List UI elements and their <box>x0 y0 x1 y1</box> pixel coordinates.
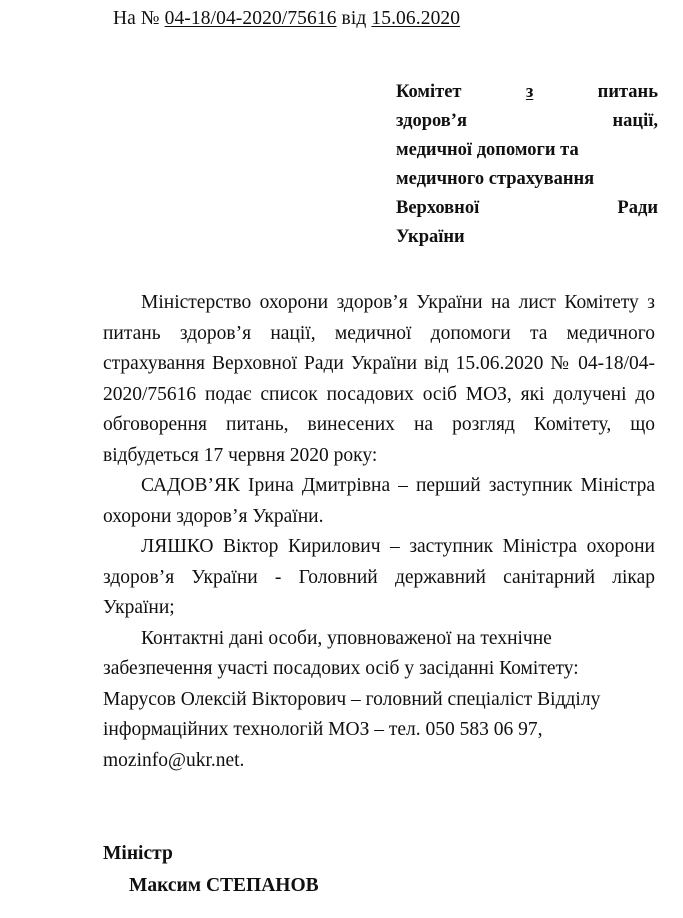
addressee-word-natsii: нації, <box>612 111 658 131</box>
addressee-line-6: України <box>396 227 465 247</box>
reference-date: 15.06.2020 <box>371 8 461 29</box>
addressee-word-rady: Ради <box>617 198 658 218</box>
body-paragraph-4: Контактні дані особи, уповноваженої на технічне забезпечення участі посадових осіб у засіданні Комітету: Марусов Олексій Вікторович – головний спеціаліст Відділу інформаційних технологій МОЗ – тел. 050 583 06 97, mozinfo@ukr.net. <box>103 627 601 771</box>
addressee-word-zdorovya: здоров’я <box>396 111 467 131</box>
addressee-line-5 <box>396 194 658 223</box>
reference-middle: від <box>336 8 372 29</box>
body-paragraph-1: Міністерство охорони здоров’я України на лист Комітету з питань здоров’я нації, медичної допомоги та медичного страхування Верховної Ради України від 15.06.2020 № 04-18/04-2020/75616 подає список посадових осіб МОЗ, які долучені до обговорення питань, винесених на розгляд Комітету, що відбудеться 17 червня 2020 року: <box>103 292 655 466</box>
addressee-line-1 <box>396 78 658 107</box>
document-body <box>103 288 655 776</box>
reference-number: 04-18/04-2020/75616 <box>164 8 337 29</box>
addressee-word-z: з <box>525 82 534 102</box>
signature-block <box>103 838 319 902</box>
body-paragraph-3: ЛЯШКО Віктор Кирилович – заступник Міністра охорони здоров’я України - Головний державний санітарний лікар України; <box>103 536 655 618</box>
addressee-line-3: медичної допомоги та <box>396 140 579 160</box>
addressee-line-2 <box>396 107 658 136</box>
addressee-word-komitet: Комітет <box>396 82 462 102</box>
body-paragraph-2: САДОВ’ЯК Ірина Дмитрівна – перший заступник Міністра охорони здоров’я України. <box>103 475 655 527</box>
addressee-block <box>396 78 658 252</box>
signature-name: Максим СТЕПАНОВ <box>129 875 319 896</box>
signature-title: Міністр <box>103 843 173 864</box>
addressee-line-4: медичного страхування <box>396 169 595 189</box>
addressee-word-pytan: питань <box>597 82 658 102</box>
reference-prefix: На № <box>113 8 165 29</box>
addressee-word-verkhovnoi: Верховної <box>396 198 480 218</box>
reference-line <box>113 8 460 30</box>
